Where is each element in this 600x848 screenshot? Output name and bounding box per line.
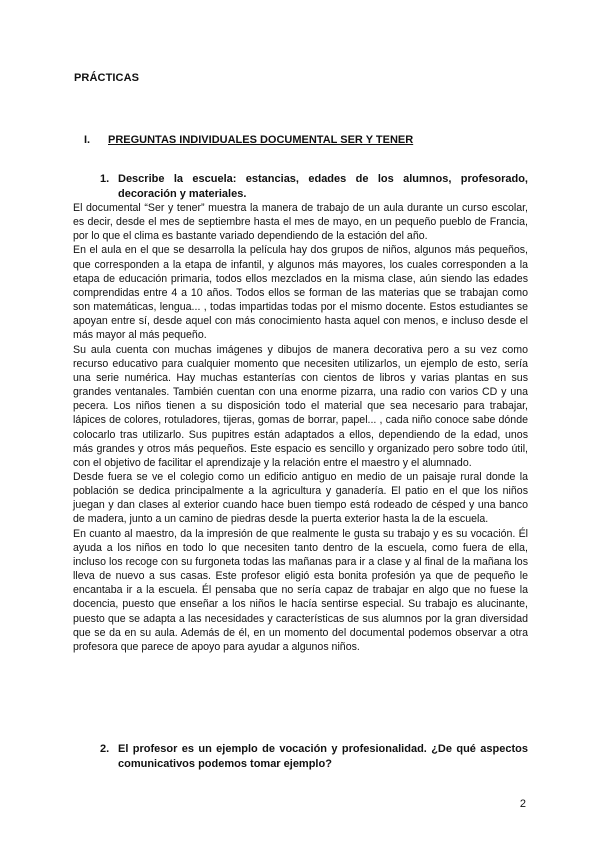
section-heading-text: PREGUNTAS INDIVIDUALES DOCUMENTAL SER Y TENER [108, 134, 414, 146]
paragraph: En el aula en el que se desarrolla la película hay dos grupos de niños, algunos más pequeños, que corresponden a la etapa de infantil, y algunos más mayores, los cuales corresponden a la etapa de educación primaria, todos ellos mezclados en la misma clase, aún siendo las edades comprendidas entre 4 a 10 años. Todos ellos se forman de las materias que se trabajan como son matemáticas, lengua... , todas impartidas todas por el mismo docente. Estos estudiantes se apoyan entre sí, desde aquel con más conocimiento hasta aquel con menos, e incluso desde el más mayor al más pequeño. [73, 244, 528, 342]
paragraph: El documental “Ser y tener” muestra la manera de trabajo de un aula durante un curso escolar, es decir, desde el mes de septiembre hasta el mes de mayo, en un pequeño pueblo de Francia, por lo que el clima es bastante variado dependiendo de la estación del año. [73, 202, 528, 243]
document-title: PRÁCTICAS [74, 72, 140, 84]
paragraph: En cuanto al maestro, da la impresión de que realmente le gusta su trabajo y es su vocación. Él ayuda a los niños en todo lo que necesiten tanto dentro de la escuela, como fuera de ella, incluso los recoge con su furgoneta todas las mañanas para ir a clase y al final de la mañana los lleva de nuevo a sus casas. Este profesor eligió esta bonita profesión ya que de pequeño le encantaba ir a la escuela. Él pensaba que no sería capaz de trabajar en algo que no fuese la docencia, puesto que enseñar a los niños le hacía sentirse especial. Su trabajo es alucinante, puesto que se adapta a las necesidades y características de sus alumnos por la gran diversidad que se da en su aula. Además de él, en un momento del documental podemos observar a otra profesora que parece de apoyo para ayudar a algunos niños. [73, 527, 528, 653]
paragraph: Su aula cuenta con muchas imágenes y dibujos de manera decorativa pero a su vez como recurso educativo para cualquier momento que necesiten utilizarlos, un ejemplo de esto, sería una serie numérica. Hay muchas estanterías con cientos de libros y varias plantas en sus grandes ventanales. También cuentan con una enorme pizarra, una radio con varios CD y una pecera. Los niños tienen a su disposición todo el material que sea necesario para trabajar, lápices de colores, rotuladores, tijeras, gomas de borrar, papel... , cada niño conoce sabe dónde colocarlo tras utilizarlo. Sus pupitres están adaptados a ellos, dependiendo de la edad, unos más grandes y otros más pequeños. Este espacio es sencillo y organizado pero sobre todo útil, con el objetivo de facilitar el aprendizaje y la relación entre el maestro y el alumnado. [73, 343, 528, 469]
question-1-number: 1. [100, 173, 110, 185]
section-heading [74, 134, 534, 146]
paragraph: Desde fuera se ve el colegio como un edificio antiguo en medio de un paisaje rural donde la población se dedica principalmente a la agricultura y ganadería. El patio en el que los niños juegan y dan clases al exterior cuando hace buen tiempo está rodeado de césped y una banco de madera, junto a un camino de piedras desde la puerta exterior hasta la de la escuela. [73, 470, 528, 526]
section-number: I. [84, 134, 91, 146]
question-1 [100, 172, 528, 201]
question-2-number: 2. [100, 743, 110, 755]
answer-1-body [73, 201, 528, 654]
question-2 [100, 742, 528, 771]
page-number: 2 [519, 798, 526, 810]
question-2-text: El profesor es un ejemplo de vocación y profesionalidad. ¿De qué aspectos comunicativos podemos tomar ejemplo? [118, 743, 528, 770]
question-1-text: Describe la escuela: estancias, edades de los alumnos, profesorado, decoración y materiales. [118, 173, 528, 200]
